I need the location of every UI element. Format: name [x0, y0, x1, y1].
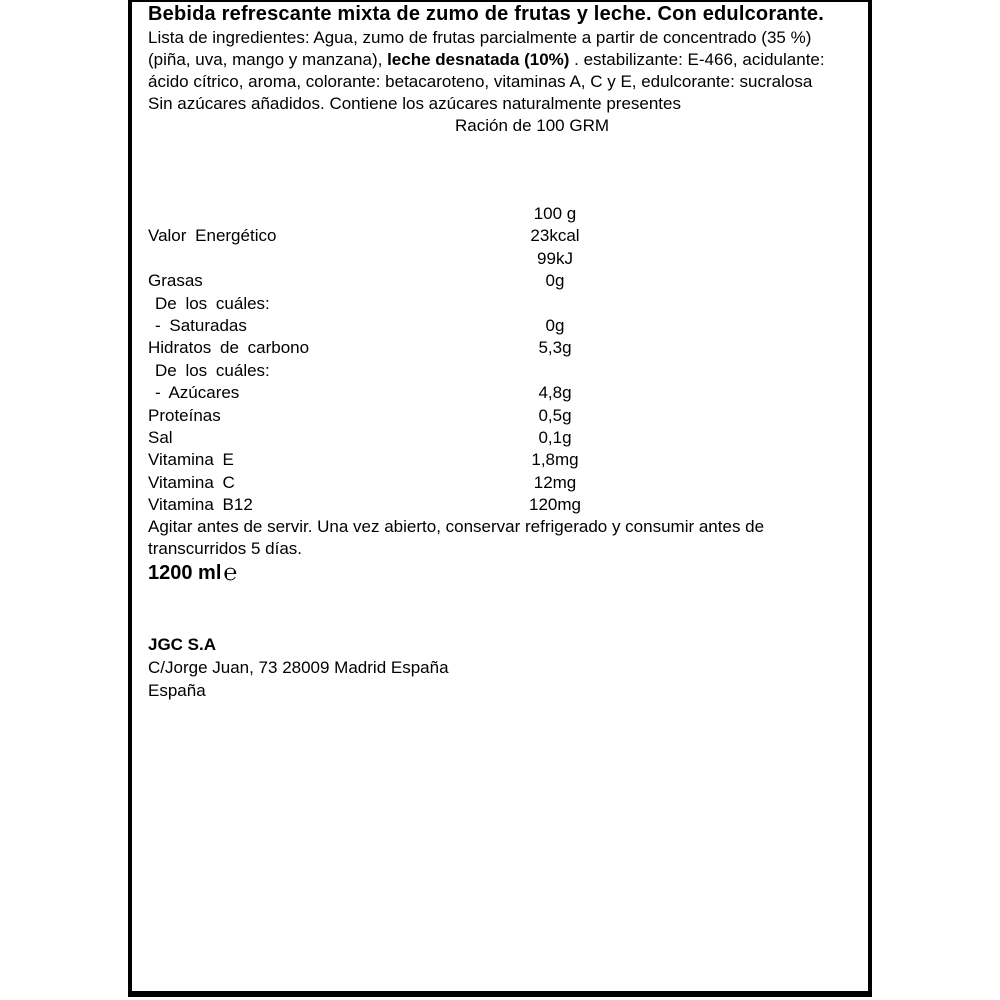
nutrition-row	[132, 225, 868, 247]
nutrient-value: 1,8mg	[531, 450, 579, 470]
nutrient-label: - Azúcares	[155, 383, 240, 403]
nutrition-row	[132, 248, 868, 270]
nutrient-label: Vitamina E	[148, 450, 234, 470]
nutrient-value: 23kcal	[530, 226, 580, 246]
estimated-sign: ℮	[223, 559, 238, 586]
nutrition-row	[132, 427, 868, 449]
nutrient-label: - Saturadas	[155, 315, 247, 335]
product-label	[128, 0, 872, 997]
storage-instructions: Agitar antes de servir. Una vez abierto, conservar refrigerado y consumir antes de transcurridos 5 días.	[148, 517, 765, 559]
nutrient-value: 12mg	[533, 472, 577, 492]
nutrition-row	[132, 405, 868, 427]
nutrient-value: 0g	[545, 315, 565, 335]
nutrient-label: Vitamina C	[148, 472, 235, 492]
nutrition-row	[132, 449, 868, 471]
nutrition-row	[132, 293, 868, 315]
nutrient-value: 99kJ	[537, 248, 573, 268]
manufacturer-block	[132, 633, 868, 702]
nutrient-value	[455, 360, 655, 382]
nutrient-label	[148, 203, 455, 225]
nutrient-value: 0,1g	[538, 427, 572, 447]
nutrient-value: 120mg	[529, 495, 581, 515]
nutrient-value	[455, 293, 655, 315]
nutrition-row	[132, 315, 868, 337]
nutrient-label: De los cuáles:	[155, 293, 270, 313]
nutrient-value: 5,3g	[538, 338, 572, 358]
nutrient-label	[148, 248, 455, 270]
net-quantity-value: 1200 ml	[148, 562, 222, 585]
ingredients-bold-allergen: leche desnatada (10%)	[387, 50, 570, 69]
manufacturer-name: JGC S.A	[148, 635, 217, 655]
nutrient-label: Valor Energético	[148, 226, 277, 246]
nutrition-row	[132, 382, 868, 404]
product-title: Bebida refrescante mixta de zumo de frutas y leche. Con edulcorante.	[148, 3, 825, 25]
ingredients-suffix: . estabilizante: E-466, acidulante: ácido cítrico, aroma, colorante: betacaroteno, vitaminas A, C y E, edulcorante: sucralosa	[148, 50, 825, 91]
serving-header: Ración de 100 GRM	[455, 116, 610, 135]
nutrient-label: De los cuáles:	[155, 360, 270, 380]
nutrition-row	[132, 494, 868, 516]
nutrient-value: 0,5g	[538, 405, 572, 425]
manufacturer-country: España	[148, 681, 206, 701]
nutrition-row	[132, 360, 868, 382]
ingredients-list	[132, 27, 868, 93]
net-quantity	[132, 560, 868, 586]
nutrient-value: 0g	[545, 271, 565, 291]
column-header-100g: 100 g	[533, 204, 577, 223]
no-sugar-note: Sin azúcares añadidos. Contiene los azúcares naturalmente presentes	[148, 94, 681, 113]
nutrient-label: Proteínas	[148, 405, 221, 425]
nutrition-header-row	[132, 203, 868, 225]
nutrient-label: Vitamina B12	[148, 495, 253, 515]
nutrition-table	[132, 203, 868, 516]
nutrition-row	[132, 337, 868, 359]
nutrient-label: Sal	[148, 427, 173, 447]
nutrient-value: 4,8g	[538, 383, 572, 403]
nutrient-label: Grasas	[148, 271, 203, 291]
nutrition-row	[132, 270, 868, 292]
nutrient-label: Hidratos de carbono	[148, 338, 310, 358]
ingredients-prefix: Lista de ingredientes: Agua, zumo de frutas parcialmente a partir de concentrado (35 %) (piña, uva, mango y manzana),	[148, 28, 812, 69]
manufacturer-address: C/Jorge Juan, 73 28009 Madrid España	[148, 658, 449, 678]
nutrition-row	[132, 472, 868, 494]
